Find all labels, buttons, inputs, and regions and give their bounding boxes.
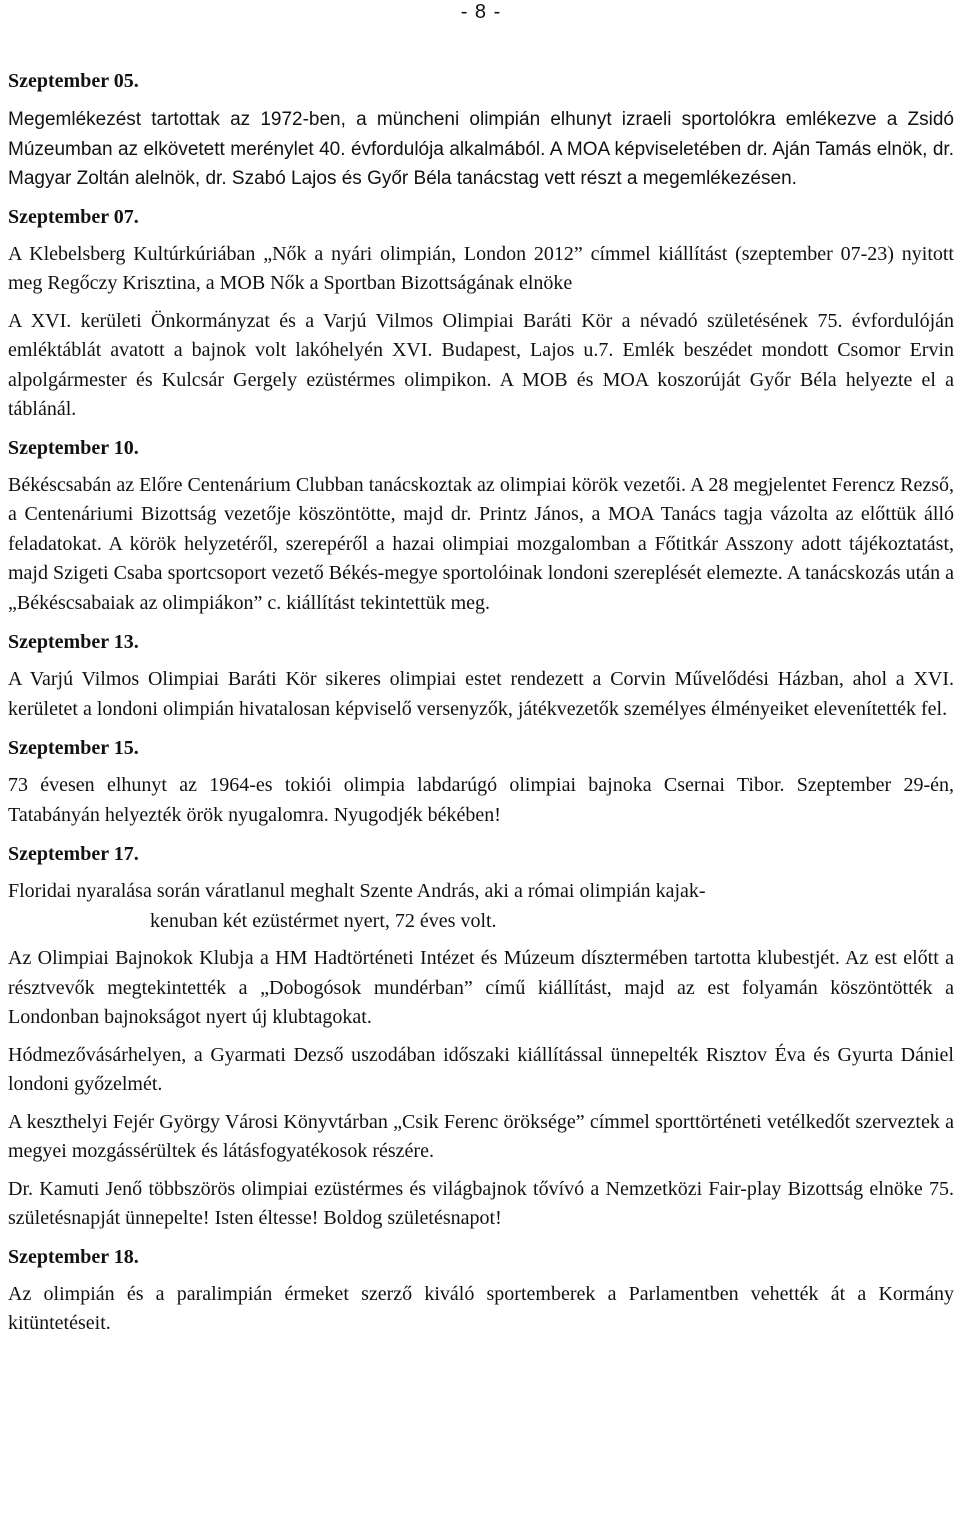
paragraph-sep-17-kamuti: Dr. Kamuti Jenő többszörös olimpiai ezüstérmes és világbajnok tővívó a Nemzetközi Fair-play Bizottság elnöke 75. születésnapját ünnepelte! Isten éltesse! Boldog születésnapot! [8,1177,954,1229]
paragraph-sep-13-olympic-evening: A Varjú Vilmos Olimpiai Baráti Kör sikeres olimpiai estet rendezett a Corvin Művelődési Házban, ahol a XVI. kerületet a londoni olimpián hivatalosan képviselő versenyzők, játékvezetők személyes élményeiket elevenítették fel. [8,668,954,720]
paragraph-sep-17-obituary-line1: Floridai nyaralása során váratlanul meghalt Szente András, aki a római olimpián kajak- [8,880,706,902]
paragraph-sep-07-exhibition: A Klebelsberg Kultúrkúriában „Nők a nyári olimpián, London 2012” címmel kiállítást (szeptember 07-23) nyitott meg Regőczy Krisztina, a MOB Nők a Sportban Bizottságának elnöke [8,242,954,294]
section-heading-sep-10: Szeptember 10. [8,436,139,459]
section-heading-sep-18: Szeptember 18. [8,1245,139,1268]
paragraph-sep-17-hodmezovasarhely: Hódmezővásárhelyen, a Gyarmati Dezső uszodában időszaki kiállítással ünnepelték Risztov Éva és Gyurta Dániel londoni győzelmét. [8,1043,954,1095]
paragraph-sep-17-obituary-line2: kenuban két ezüstérmet nyert, 72 éves volt. [150,909,497,932]
paragraph-sep-10-bekescsaba: Békéscsabán az Előre Centenárium Clubban tanácskoztak az olimpiai körök vezetői. A 28 megjelentet Ferencz Rezső, a Centenáriumi Bizottság vezetője köszöntötte, majd dr. Printz János, a MOA Tanács tagja vázolta az előttük álló feladatokat. A körök helyzetéről, szerepéről a hazai olimpiai mozgalomban a Főtitkár Asszony adott tájékoztatást, majd Szigeti Csaba sportcsoport vezető Békés-megye sportolóinak londoni szereplését elemezte. A tanácskozás után a „Békéscsabaiak az olimpiákon” c. kiállítást tekintettük meg. [8,473,954,614]
section-heading-sep-15: Szeptember 15. [8,737,139,759]
section-heading-sep-05: Szeptember 05. [8,70,139,92]
paragraph-sep-18-awards: Az olimpián és a paralimpián érmeket szerző kiváló sportemberek a Parlamentben vehették át a Kormány kitüntetéseit. [8,1282,954,1334]
paragraph-sep-17-keszthely: A keszthelyi Fejér György Városi Könyvtárban „Csik Ferenc öröksége” címmel sporttörténeti vetélkedőt szerveztek a megyei mozgássérültek és látásfogyatékosok részére. [8,1110,954,1162]
page-number: - 8 - [460,1,502,23]
paragraph-sep-05-memorial: Megemlékezést tartottak az 1972-ben, a müncheni olimpián elhunyt izraeli sportolókra emlékezve a Zsidó Múzeumban az elkövetett merénylet 40. évfordulója alkalmából. A MOA képviseletében dr. Aján Tamás elnök, dr. Magyar Zoltán alelnök, dr. Szabó Lajos és Győr Béla tanácstag vett részt a megemlékezésen. [8,109,954,189]
paragraph-sep-07-plaque: A XVI. kerületi Önkormányzat és a Varjú Vilmos Olimpiai Baráti Kör a névadó születésének 75. évfordulóján emléktáblát avatott a bajnok volt lakóhelyén XVI. Budapest, Lajos u.7. Emlék beszédet mondott Csomor Ervin alpolgármester és Kulcsár Gergely ezüstérmes olimpikon. A MOB és MOA koszorúját Győr Béla helyezte el a táblánál. [8,309,954,420]
paragraph-sep-15-obituary: 73 évesen elhunyt az 1964-es tokiói olimpia labdarúgó olimpiai bajnoka Csernai Tibor. Szeptember 29-én, Tatabányán helyezték örök nyugalomra. Nyugodjék békében! [8,774,954,826]
section-heading-sep-17: Szeptember 17. [8,843,139,865]
section-heading-sep-07: Szeptember 07. [8,205,139,228]
page-content [8,66,954,1339]
section-heading-sep-13: Szeptember 13. [8,631,139,653]
paragraph-sep-17-club-evening: Az Olimpiai Bajnokok Klubja a HM Hadtörténeti Intézet és Múzeum dísztermében tartotta klubestjét. Az est előtt a résztvevők megtekintették a „Dobogósok mundérban” című kiállítást, majd az est folyamán köszöntötték a Londonban bajnokságot nyert új klubtagokat. [8,947,954,1028]
